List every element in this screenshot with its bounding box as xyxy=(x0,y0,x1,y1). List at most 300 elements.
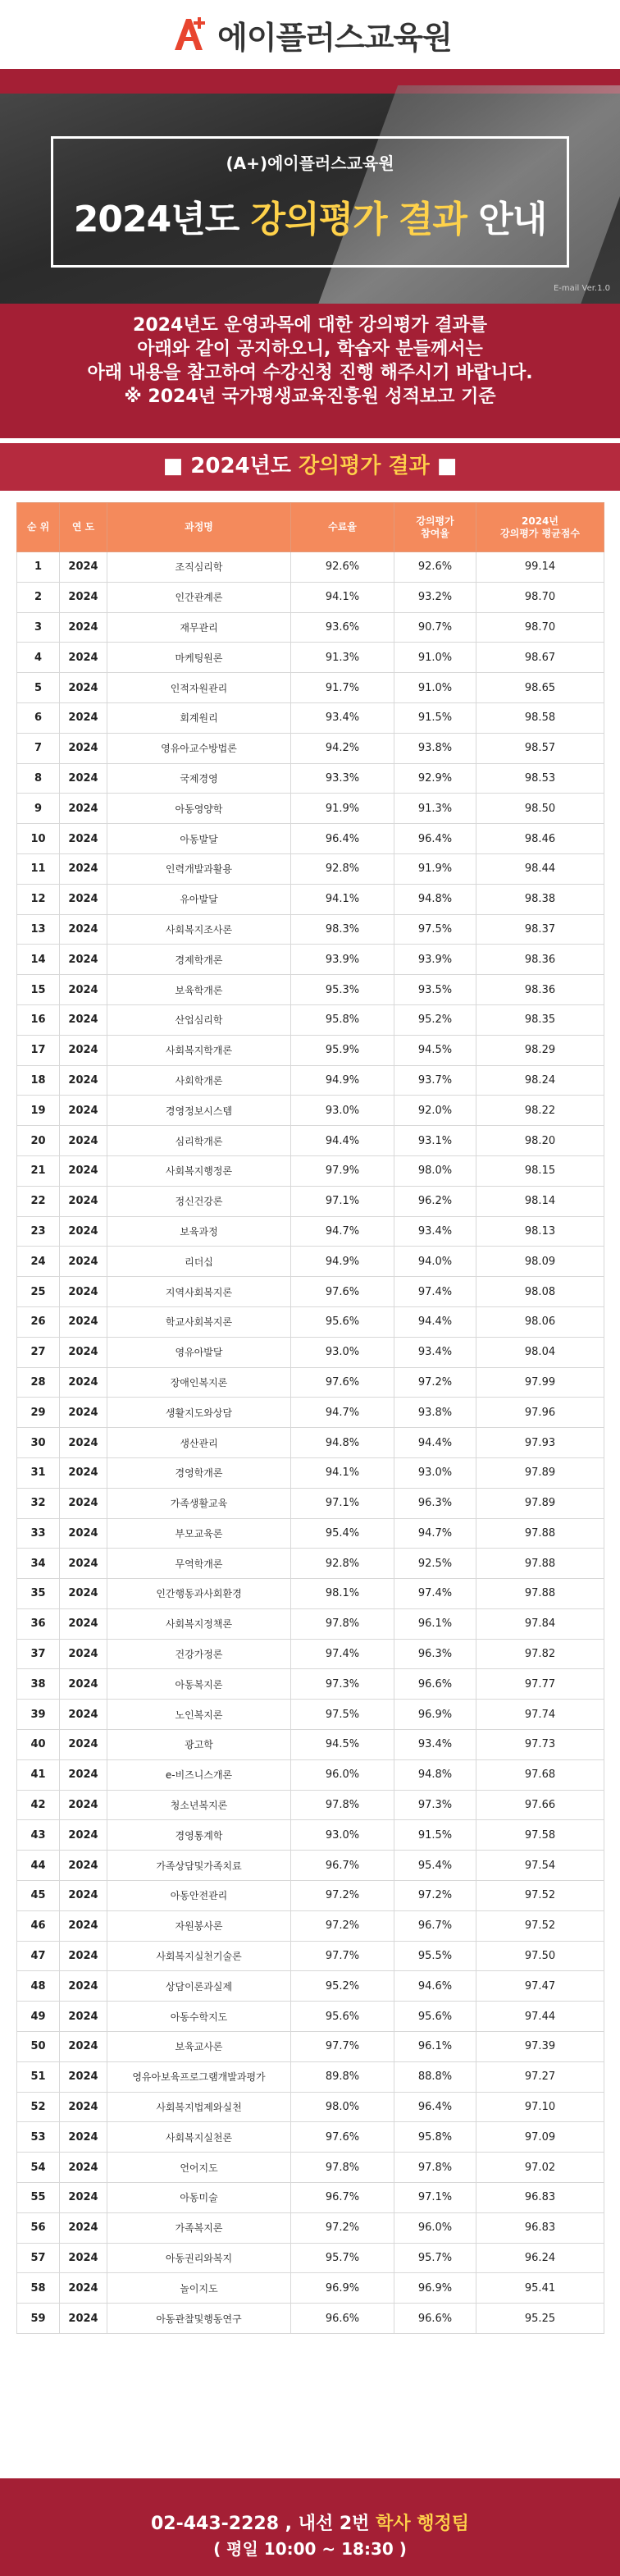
cell-course: 사회복지조사론 xyxy=(107,914,291,945)
cell-rank: 51 xyxy=(17,2061,60,2092)
cell-year: 2024 xyxy=(60,1910,107,1941)
cell-year: 2024 xyxy=(60,1457,107,1488)
cell-rank: 15 xyxy=(17,975,60,1005)
cell-rank: 39 xyxy=(17,1700,60,1730)
table-row xyxy=(17,1126,604,1156)
cell-completion-rate: 94.5% xyxy=(291,1730,394,1760)
cell-rank: 35 xyxy=(17,1579,60,1609)
cell-participation-rate: 91.0% xyxy=(394,643,476,673)
cell-participation-rate: 93.2% xyxy=(394,582,476,612)
cell-course: 아동영양학 xyxy=(107,794,291,824)
cell-rank: 28 xyxy=(17,1367,60,1398)
cell-average-score: 95.25 xyxy=(476,2304,604,2334)
cell-year: 2024 xyxy=(60,1186,107,1216)
cell-participation-rate: 94.7% xyxy=(394,1518,476,1549)
cell-participation-rate: 93.4% xyxy=(394,1730,476,1760)
results-table xyxy=(16,502,604,2334)
table-row xyxy=(17,1700,604,1730)
cell-participation-rate: 97.4% xyxy=(394,1579,476,1609)
cell-course: 아동관찰및행동연구 xyxy=(107,2304,291,2334)
notice-section xyxy=(0,304,620,438)
cell-participation-rate: 93.4% xyxy=(394,1216,476,1247)
cell-rank: 41 xyxy=(17,1759,60,1790)
footer-team: 학사 행정팀 xyxy=(376,2514,469,2534)
cell-rank: 22 xyxy=(17,1186,60,1216)
cell-average-score: 97.93 xyxy=(476,1428,604,1458)
cell-average-score: 97.99 xyxy=(476,1367,604,1398)
cell-rank: 12 xyxy=(17,884,60,914)
cell-participation-rate: 94.4% xyxy=(394,1428,476,1458)
cell-year: 2024 xyxy=(60,1155,107,1186)
hero-title-post: 안내 xyxy=(466,199,547,240)
table-row xyxy=(17,1759,604,1790)
cell-course: 사회복지실천기술론 xyxy=(107,1941,291,1971)
table-row xyxy=(17,1004,604,1035)
cell-year: 2024 xyxy=(60,1247,107,1277)
table-row xyxy=(17,1457,604,1488)
cell-completion-rate: 93.4% xyxy=(291,702,394,733)
hero-subtitle: (A+)에이플러스교육원 xyxy=(226,153,394,173)
cell-average-score: 97.02 xyxy=(476,2153,604,2183)
cell-average-score: 98.13 xyxy=(476,1216,604,1247)
cell-year: 2024 xyxy=(60,914,107,945)
table-row xyxy=(17,914,604,945)
cell-rank: 10 xyxy=(17,824,60,854)
cell-participation-rate: 97.2% xyxy=(394,1881,476,1911)
cell-average-score: 97.82 xyxy=(476,1639,604,1669)
cell-average-score: 97.10 xyxy=(476,2092,604,2122)
cell-rank: 9 xyxy=(17,794,60,824)
cell-completion-rate: 97.1% xyxy=(291,1186,394,1216)
table-row xyxy=(17,2273,604,2304)
cell-course: 경영학개론 xyxy=(107,1457,291,1488)
cell-year: 2024 xyxy=(60,1488,107,1518)
cell-year: 2024 xyxy=(60,763,107,794)
cell-rank: 43 xyxy=(17,1820,60,1851)
cell-year: 2024 xyxy=(60,1004,107,1035)
cell-participation-rate: 96.9% xyxy=(394,1700,476,1730)
notice-line: 아래와 같이 공지하오니, 학습자 분들께서는 xyxy=(137,339,483,359)
cell-average-score: 95.41 xyxy=(476,2273,604,2304)
cell-rank: 4 xyxy=(17,643,60,673)
cell-average-score: 98.35 xyxy=(476,1004,604,1035)
cell-rank: 7 xyxy=(17,733,60,763)
cell-average-score: 97.52 xyxy=(476,1881,604,1911)
cell-completion-rate: 95.6% xyxy=(291,1306,394,1337)
cell-course: 가족상담및가족치료 xyxy=(107,1851,291,1881)
cell-participation-rate: 95.8% xyxy=(394,2122,476,2153)
cell-average-score: 96.83 xyxy=(476,2212,604,2243)
cell-year: 2024 xyxy=(60,2153,107,2183)
cell-year: 2024 xyxy=(60,2304,107,2334)
cell-participation-rate: 93.7% xyxy=(394,1065,476,1096)
cell-average-score: 97.84 xyxy=(476,1608,604,1639)
cell-course: 사회복지법제와실천 xyxy=(107,2092,291,2122)
cell-participation-rate: 88.8% xyxy=(394,2061,476,2092)
table-row xyxy=(17,1608,604,1639)
cell-course: 경영정보시스템 xyxy=(107,1096,291,1126)
cell-participation-rate: 91.5% xyxy=(394,1820,476,1851)
cell-completion-rate: 97.8% xyxy=(291,1608,394,1639)
cell-participation-rate: 96.7% xyxy=(394,1910,476,1941)
cell-course: 보육과정 xyxy=(107,1216,291,1247)
cell-course: 사회복지정책론 xyxy=(107,1608,291,1639)
cell-course: 아동수학지도 xyxy=(107,2002,291,2032)
cell-participation-rate: 97.4% xyxy=(394,1277,476,1307)
cell-participation-rate: 97.8% xyxy=(394,2153,476,2183)
cell-participation-rate: 93.9% xyxy=(394,945,476,975)
cell-average-score: 98.15 xyxy=(476,1155,604,1186)
cell-course: 놀이지도 xyxy=(107,2273,291,2304)
table-row xyxy=(17,733,604,763)
cell-course: e-비즈니스개론 xyxy=(107,1759,291,1790)
cell-year: 2024 xyxy=(60,582,107,612)
cell-rank: 3 xyxy=(17,612,60,643)
cell-year: 2024 xyxy=(60,733,107,763)
cell-rank: 37 xyxy=(17,1639,60,1669)
cell-year: 2024 xyxy=(60,824,107,854)
cell-average-score: 97.39 xyxy=(476,2032,604,2062)
cell-participation-rate: 94.0% xyxy=(394,1247,476,1277)
cell-completion-rate: 98.0% xyxy=(291,2092,394,2122)
header-completion-rate: 수료율 xyxy=(291,503,394,552)
cell-average-score: 98.65 xyxy=(476,673,604,703)
cell-completion-rate: 95.2% xyxy=(291,1971,394,2002)
cell-completion-rate: 95.9% xyxy=(291,1035,394,1065)
table-row xyxy=(17,1971,604,2002)
cell-average-score: 98.50 xyxy=(476,794,604,824)
cell-rank: 45 xyxy=(17,1881,60,1911)
cell-completion-rate: 97.2% xyxy=(291,1910,394,1941)
cell-course: 지역사회복지론 xyxy=(107,1277,291,1307)
cell-completion-rate: 98.3% xyxy=(291,914,394,945)
footer-hours: ( 평일 10:00 ~ 18:30 ) xyxy=(213,2539,407,2559)
cell-course: 회계원리 xyxy=(107,702,291,733)
cell-course: 영유아교수방법론 xyxy=(107,733,291,763)
cell-participation-rate: 96.6% xyxy=(394,2304,476,2334)
cell-participation-rate: 97.3% xyxy=(394,1790,476,1820)
cell-completion-rate: 94.9% xyxy=(291,1065,394,1096)
cell-completion-rate: 93.6% xyxy=(291,612,394,643)
cell-year: 2024 xyxy=(60,2092,107,2122)
cell-average-score: 98.06 xyxy=(476,1306,604,1337)
cell-participation-rate: 95.7% xyxy=(394,2243,476,2273)
cell-participation-rate: 91.3% xyxy=(394,794,476,824)
cell-rank: 56 xyxy=(17,2212,60,2243)
cell-course: 아동안전관리 xyxy=(107,1881,291,1911)
cell-average-score: 98.29 xyxy=(476,1035,604,1065)
footer xyxy=(0,2478,620,2576)
cell-course: 청소년복지론 xyxy=(107,1790,291,1820)
cell-average-score: 98.14 xyxy=(476,1186,604,1216)
cell-participation-rate: 95.5% xyxy=(394,1941,476,1971)
cell-course: 심리학개론 xyxy=(107,1126,291,1156)
cell-course: 생활지도와상담 xyxy=(107,1398,291,1428)
hero-banner xyxy=(0,69,620,304)
cell-completion-rate: 93.0% xyxy=(291,1096,394,1126)
cell-course: 영유아보육프로그램개발과평가 xyxy=(107,2061,291,2092)
cell-average-score: 97.88 xyxy=(476,1579,604,1609)
cell-course: 아동권리와복지 xyxy=(107,2243,291,2273)
cell-completion-rate: 92.8% xyxy=(291,853,394,884)
cell-year: 2024 xyxy=(60,1881,107,1911)
cell-year: 2024 xyxy=(60,1428,107,1458)
cell-completion-rate: 92.6% xyxy=(291,552,394,583)
table-row xyxy=(17,1549,604,1579)
table-row xyxy=(17,673,604,703)
table-row xyxy=(17,552,604,583)
cell-rank: 19 xyxy=(17,1096,60,1126)
cell-year: 2024 xyxy=(60,1277,107,1307)
cell-year: 2024 xyxy=(60,1549,107,1579)
cell-year: 2024 xyxy=(60,1337,107,1367)
cell-course: 경제학개론 xyxy=(107,945,291,975)
cell-course: 재무관리 xyxy=(107,612,291,643)
cell-participation-rate: 93.8% xyxy=(394,1398,476,1428)
table-row xyxy=(17,2032,604,2062)
cell-year: 2024 xyxy=(60,1971,107,2002)
cell-course: 자원봉사론 xyxy=(107,1910,291,1941)
table-row xyxy=(17,2304,604,2334)
cell-year: 2024 xyxy=(60,1941,107,1971)
table-row xyxy=(17,1155,604,1186)
cell-rank: 34 xyxy=(17,1549,60,1579)
cell-completion-rate: 96.0% xyxy=(291,1759,394,1790)
cell-rank: 23 xyxy=(17,1216,60,1247)
cell-average-score: 98.70 xyxy=(476,612,604,643)
cell-completion-rate: 93.3% xyxy=(291,763,394,794)
cell-completion-rate: 97.6% xyxy=(291,1367,394,1398)
cell-completion-rate: 94.1% xyxy=(291,1457,394,1488)
cell-average-score: 97.58 xyxy=(476,1820,604,1851)
cell-completion-rate: 97.2% xyxy=(291,2212,394,2243)
cell-participation-rate: 91.0% xyxy=(394,673,476,703)
cell-completion-rate: 97.6% xyxy=(291,2122,394,2153)
cell-year: 2024 xyxy=(60,1579,107,1609)
cell-average-score: 98.24 xyxy=(476,1065,604,1096)
cell-year: 2024 xyxy=(60,1035,107,1065)
table-row xyxy=(17,853,604,884)
cell-rank: 59 xyxy=(17,2304,60,2334)
table-row xyxy=(17,1096,604,1126)
cell-year: 2024 xyxy=(60,794,107,824)
cell-participation-rate: 96.3% xyxy=(394,1488,476,1518)
hero-title-pre: 2024년도 xyxy=(73,199,251,240)
table-banner xyxy=(0,438,620,491)
table-row xyxy=(17,1730,604,1760)
cell-average-score: 98.57 xyxy=(476,733,604,763)
cell-rank: 49 xyxy=(17,2002,60,2032)
cell-course: 건강가정론 xyxy=(107,1639,291,1669)
cell-rank: 57 xyxy=(17,2243,60,2273)
header-rank: 순 위 xyxy=(17,503,60,552)
cell-participation-rate: 95.2% xyxy=(394,1004,476,1035)
table-row xyxy=(17,2183,604,2213)
cell-year: 2024 xyxy=(60,552,107,583)
cell-course: 조직심리학 xyxy=(107,552,291,583)
brand-logo-icon xyxy=(168,14,209,55)
cell-participation-rate: 98.0% xyxy=(394,1155,476,1186)
cell-rank: 33 xyxy=(17,1518,60,1549)
cell-average-score: 97.89 xyxy=(476,1488,604,1518)
cell-average-score: 98.09 xyxy=(476,1247,604,1277)
table-banner-highlight: 강의평가 결과 xyxy=(298,454,430,478)
cell-rank: 50 xyxy=(17,2032,60,2062)
cell-rank: 31 xyxy=(17,1457,60,1488)
table-row xyxy=(17,1337,604,1367)
cell-year: 2024 xyxy=(60,2183,107,2213)
cell-participation-rate: 96.9% xyxy=(394,2273,476,2304)
cell-rank: 26 xyxy=(17,1306,60,1337)
hero-title xyxy=(53,190,567,242)
cell-rank: 29 xyxy=(17,1398,60,1428)
cell-completion-rate: 94.9% xyxy=(291,1247,394,1277)
cell-average-score: 97.74 xyxy=(476,1700,604,1730)
cell-completion-rate: 97.8% xyxy=(291,2153,394,2183)
cell-completion-rate: 94.7% xyxy=(291,1216,394,1247)
cell-year: 2024 xyxy=(60,884,107,914)
table-banner-suffix: ■ xyxy=(429,454,458,478)
table-row xyxy=(17,2243,604,2273)
cell-rank: 42 xyxy=(17,1790,60,1820)
cell-average-score: 97.54 xyxy=(476,1851,604,1881)
cell-participation-rate: 95.6% xyxy=(394,2002,476,2032)
table-row xyxy=(17,1247,604,1277)
table-row xyxy=(17,884,604,914)
cell-rank: 55 xyxy=(17,2183,60,2213)
brand-name: 에이플러스교육원 xyxy=(217,19,452,56)
cell-year: 2024 xyxy=(60,643,107,673)
cell-course: 정신건강론 xyxy=(107,1186,291,1216)
cell-completion-rate: 98.1% xyxy=(291,1579,394,1609)
cell-year: 2024 xyxy=(60,2122,107,2153)
cell-completion-rate: 96.7% xyxy=(291,1851,394,1881)
header-year: 연 도 xyxy=(60,503,107,552)
cell-year: 2024 xyxy=(60,2002,107,2032)
cell-participation-rate: 90.7% xyxy=(394,612,476,643)
cell-completion-rate: 96.9% xyxy=(291,2273,394,2304)
table-row xyxy=(17,2153,604,2183)
cell-course: 경영통계학 xyxy=(107,1820,291,1851)
cell-course: 산업심리학 xyxy=(107,1004,291,1035)
cell-average-score: 98.67 xyxy=(476,643,604,673)
hero-title-highlight: 강의평가 결과 xyxy=(250,199,467,240)
table-row xyxy=(17,794,604,824)
cell-course: 상담이론과실제 xyxy=(107,1971,291,2002)
cell-course: 아동복지론 xyxy=(107,1669,291,1700)
cell-rank: 24 xyxy=(17,1247,60,1277)
cell-rank: 46 xyxy=(17,1910,60,1941)
cell-rank: 25 xyxy=(17,1277,60,1307)
cell-average-score: 98.44 xyxy=(476,853,604,884)
cell-year: 2024 xyxy=(60,673,107,703)
cell-rank: 32 xyxy=(17,1488,60,1518)
cell-year: 2024 xyxy=(60,853,107,884)
cell-year: 2024 xyxy=(60,1065,107,1096)
cell-completion-rate: 94.4% xyxy=(291,1126,394,1156)
cell-course: 인간행동과사회환경 xyxy=(107,1579,291,1609)
cell-completion-rate: 89.8% xyxy=(291,2061,394,2092)
cell-rank: 17 xyxy=(17,1035,60,1065)
cell-course: 광고학 xyxy=(107,1730,291,1760)
cell-course: 보육학개론 xyxy=(107,975,291,1005)
cell-average-score: 98.37 xyxy=(476,914,604,945)
cell-completion-rate: 91.9% xyxy=(291,794,394,824)
cell-average-score: 98.36 xyxy=(476,975,604,1005)
cell-participation-rate: 92.0% xyxy=(394,1096,476,1126)
table-row xyxy=(17,1820,604,1851)
cell-rank: 1 xyxy=(17,552,60,583)
table-row xyxy=(17,1851,604,1881)
cell-participation-rate: 92.6% xyxy=(394,552,476,583)
table-row xyxy=(17,975,604,1005)
cell-rank: 2 xyxy=(17,582,60,612)
notice-line: 아래 내용을 참고하여 수강신청 진행 해주시기 바랍니다. xyxy=(87,363,533,383)
table-row xyxy=(17,2212,604,2243)
table-row xyxy=(17,702,604,733)
cell-year: 2024 xyxy=(60,2243,107,2273)
cell-rank: 48 xyxy=(17,1971,60,2002)
header-average-score: 2024년 강의평가 평균점수 xyxy=(476,503,604,552)
table-row xyxy=(17,1398,604,1428)
cell-rank: 20 xyxy=(17,1126,60,1156)
cell-average-score: 98.70 xyxy=(476,582,604,612)
cell-rank: 38 xyxy=(17,1669,60,1700)
cell-completion-rate: 97.7% xyxy=(291,2032,394,2062)
cell-completion-rate: 95.4% xyxy=(291,1518,394,1549)
cell-course: 사회학개론 xyxy=(107,1065,291,1096)
table-row xyxy=(17,643,604,673)
cell-completion-rate: 96.7% xyxy=(291,2183,394,2213)
cell-year: 2024 xyxy=(60,1306,107,1337)
cell-completion-rate: 96.6% xyxy=(291,2304,394,2334)
table-row xyxy=(17,2122,604,2153)
cell-completion-rate: 95.8% xyxy=(291,1004,394,1035)
cell-average-score: 97.44 xyxy=(476,2002,604,2032)
table-row xyxy=(17,1579,604,1609)
cell-year: 2024 xyxy=(60,1096,107,1126)
cell-rank: 53 xyxy=(17,2122,60,2153)
notice-line: ※ 2024년 국가평생교육진흥원 성적보고 기준 xyxy=(124,387,496,407)
cell-average-score: 97.77 xyxy=(476,1669,604,1700)
cell-year: 2024 xyxy=(60,1669,107,1700)
cell-year: 2024 xyxy=(60,1700,107,1730)
cell-average-score: 97.88 xyxy=(476,1518,604,1549)
cell-course: 인간관계론 xyxy=(107,582,291,612)
cell-year: 2024 xyxy=(60,945,107,975)
cell-year: 2024 xyxy=(60,975,107,1005)
cell-average-score: 98.46 xyxy=(476,824,604,854)
cell-average-score: 98.22 xyxy=(476,1096,604,1126)
cell-average-score: 96.24 xyxy=(476,2243,604,2273)
cell-rank: 30 xyxy=(17,1428,60,1458)
cell-participation-rate: 96.1% xyxy=(394,1608,476,1639)
cell-average-score: 98.36 xyxy=(476,945,604,975)
cell-participation-rate: 94.5% xyxy=(394,1035,476,1065)
cell-rank: 47 xyxy=(17,1941,60,1971)
table-row xyxy=(17,1306,604,1337)
footer-phone: 02-443-2228 , 내선 2번 xyxy=(150,2514,376,2534)
cell-year: 2024 xyxy=(60,1608,107,1639)
table-row xyxy=(17,1910,604,1941)
cell-participation-rate: 91.9% xyxy=(394,853,476,884)
cell-participation-rate: 96.6% xyxy=(394,1669,476,1700)
cell-course: 사회복지학개론 xyxy=(107,1035,291,1065)
table-row xyxy=(17,612,604,643)
cell-completion-rate: 95.7% xyxy=(291,2243,394,2273)
cell-rank: 11 xyxy=(17,853,60,884)
cell-participation-rate: 94.4% xyxy=(394,1306,476,1337)
